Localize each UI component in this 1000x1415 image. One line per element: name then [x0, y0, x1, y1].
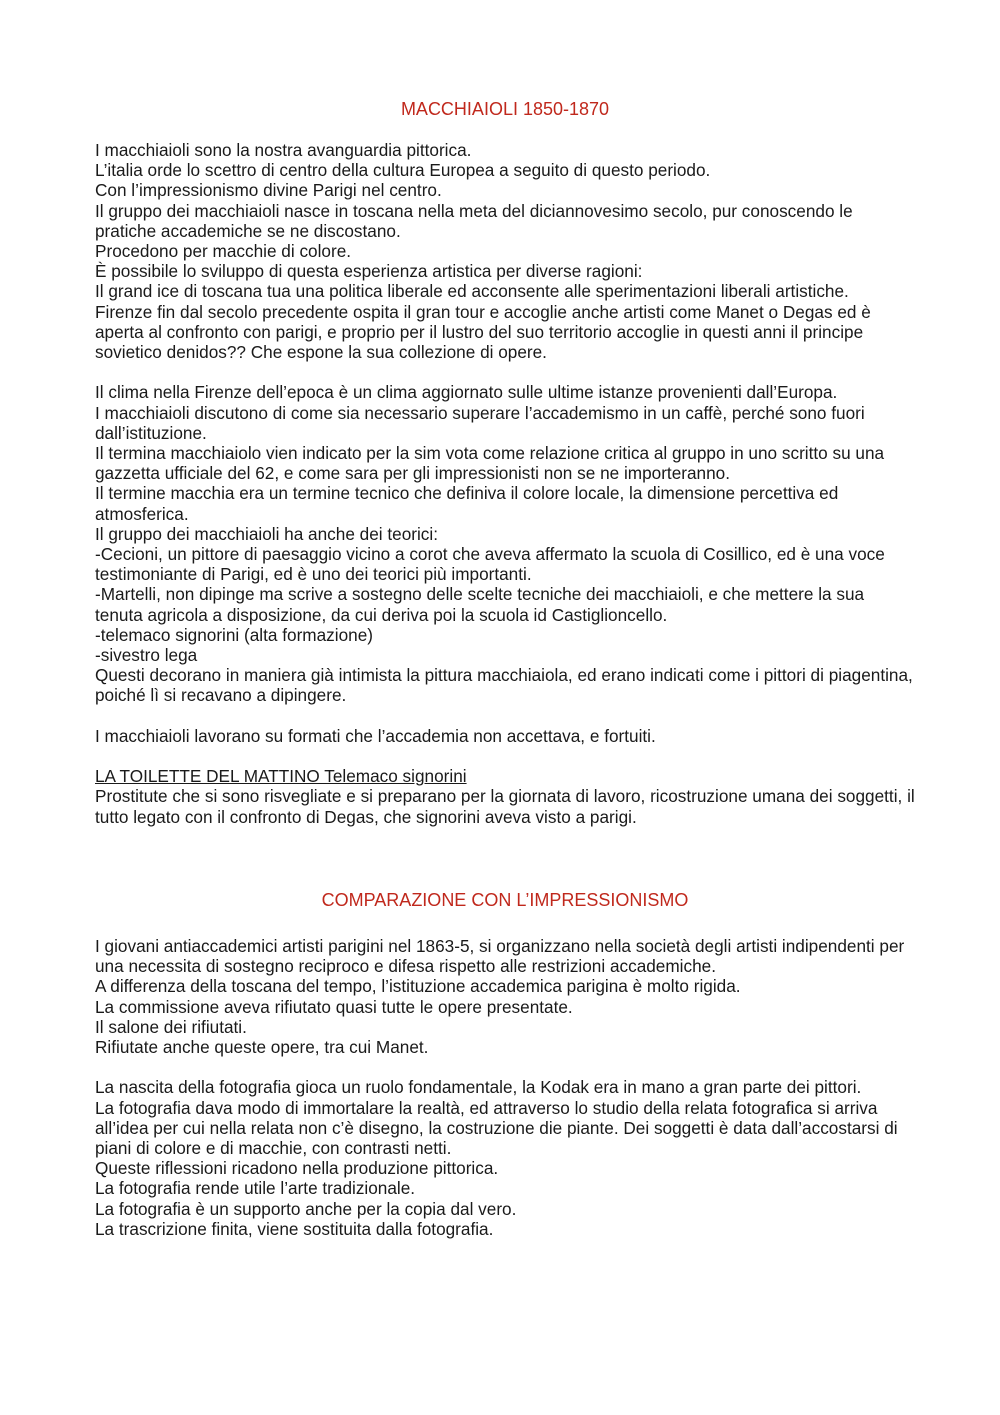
paragraph: Firenze fin dal secolo precedente ospita il gran tour e accoglie anche artisti come Manet o Degas ed è aperta al confronto con parigi, e proprio per il lustro del suo territorio accoglie in questi anni il principe sovietico denidos?? Che espone la sua collezione di opere. [95, 301, 871, 363]
paragraph: Il termine macchia era un termine tecnico che definiva il colore locale, la dimensione percettiva ed atmosferica. [95, 483, 839, 524]
paragraph: -telemaco signorini (alta formazione) [95, 624, 373, 645]
paragraph: L’italia orde lo scettro di centro della cultura Europea a seguito di questo periodo. [95, 160, 711, 181]
paragraph-spacer [95, 362, 915, 382]
paragraph: Il gruppo dei macchiaioli ha anche dei teorici: [95, 523, 438, 544]
paragraph: La fotografia è un supporto anche per la copia dal vero. [95, 1198, 517, 1219]
paragraph: La commissione aveva rifiutato quasi tutte le opere presentate. [95, 996, 573, 1017]
section-body-impressionismo [95, 936, 915, 1239]
paragraph: Rifiutate anche queste opere, tra cui Manet. [95, 1037, 429, 1058]
paragraph: Queste riflessioni ricadono nella produzione pittorica. [95, 1158, 499, 1179]
paragraph-spacer [95, 746, 915, 766]
paragraph: I macchiaioli discutono di come sia necessario superare l’accademismo in un caffè, perché sono fuori dall’istituzione. [95, 402, 865, 443]
paragraph: Questi decorano in maniera già intimista la pittura macchiaiola, ed erano indicati come i pittori di piagentina, poiché lì si recavano a dipingere. [95, 665, 913, 706]
paragraph: La fotografia dava modo di immortalare la realtà, ed attraverso lo studio della relata fotografica si arriva all’idea per cui nella relata non c’è disegno, la costruzione die piante. Dei soggetti è data dall’accostarsi di piani di colore e di macchie, con contrasti netti. [95, 1097, 898, 1159]
paragraph: Il salone dei rifiutati. [95, 1016, 247, 1037]
paragraph: -Cecioni, un pittore di paesaggio vicino a corot che aveva affermato la scuola di Cosillico, ed è una voce testimoniante di Parigi, ed è uno dei teorici più importanti. [95, 544, 885, 585]
paragraph: Il gruppo dei macchiaioli nasce in toscana nella meta del diciannovesimo secolo, pur conoscendo le pratiche accademiche se ne discostano. [95, 200, 853, 241]
paragraph: Il grand ice di toscana tua una politica liberale ed acconsente alle sperimentazioni liberali artistiche. [95, 281, 849, 302]
paragraph-spacer [95, 1057, 915, 1077]
artwork-heading: LA TOILETTE DEL MATTINO Telemaco signorini [95, 766, 467, 787]
paragraph: La nascita della fotografia gioca un ruolo fondamentale, la Kodak era in mano a gran parte dei pittori. [95, 1077, 862, 1098]
paragraph: I giovani antiaccademici artisti parigini nel 1863-5, si organizzano nella società degli artisti indipendenti per una necessita di sostegno reciproco e difesa rispetto alle restrizioni accademiche. [95, 936, 905, 977]
paragraph: La fotografia rende utile l’arte tradizionale. [95, 1178, 416, 1199]
paragraph: I macchiaioli lavorano su formati che l’accademia non accettava, e fortuiti. [95, 725, 656, 746]
paragraph: -sivestro lega [95, 645, 198, 666]
section-body-macchiaioli [95, 140, 915, 827]
section-title-macchiaioli: MACCHIAIOLI 1850-1870 [400, 99, 610, 119]
paragraph: I macchiaioli sono la nostra avanguardia pittorica. [95, 140, 472, 160]
paragraph: Il termina macchiaiolo vien indicato per la sim vota come relazione critica al gruppo in uno scritto su una gazzetta ufficiale del 62, e come sara per gli impressionisti non se ne importeranno. [95, 443, 885, 484]
paragraph: A differenza della toscana del tempo, l’istituzione accademica parigina è molto rigida. [95, 976, 741, 997]
paragraph: Procedono per macchie di colore. [95, 241, 352, 262]
paragraph: -Martelli, non dipinge ma scrive a sostegno delle scelte tecniche dei macchiaioli, e che mettere la sua tenuta agricola a disposizione, da cui deriva poi la scuola id Castiglioncello. [95, 584, 865, 625]
section-title-impressionismo: COMPARAZIONE CON L’IMPRESSIONISMO [321, 890, 689, 910]
paragraph: Con l’impressionismo divine Parigi nel centro. [95, 180, 442, 201]
paragraph: È possibile lo sviluppo di questa esperienza artistica per diverse ragioni: [95, 261, 643, 282]
paragraph: Il clima nella Firenze dell’epoca è un clima aggiornato sulle ultime istanze provenienti dall’Europa. [95, 382, 838, 403]
paragraph: La trascrizione finita, viene sostituita dalla fotografia. [95, 1218, 494, 1239]
artwork-description: Prostitute che si sono risvegliate e si preparano per la giornata di lavoro, ricostruzione umana dei soggetti, il tutto legato con il confronto di Degas, che signorini aveva visto a parigi. [95, 786, 915, 827]
paragraph-spacer [95, 706, 915, 726]
